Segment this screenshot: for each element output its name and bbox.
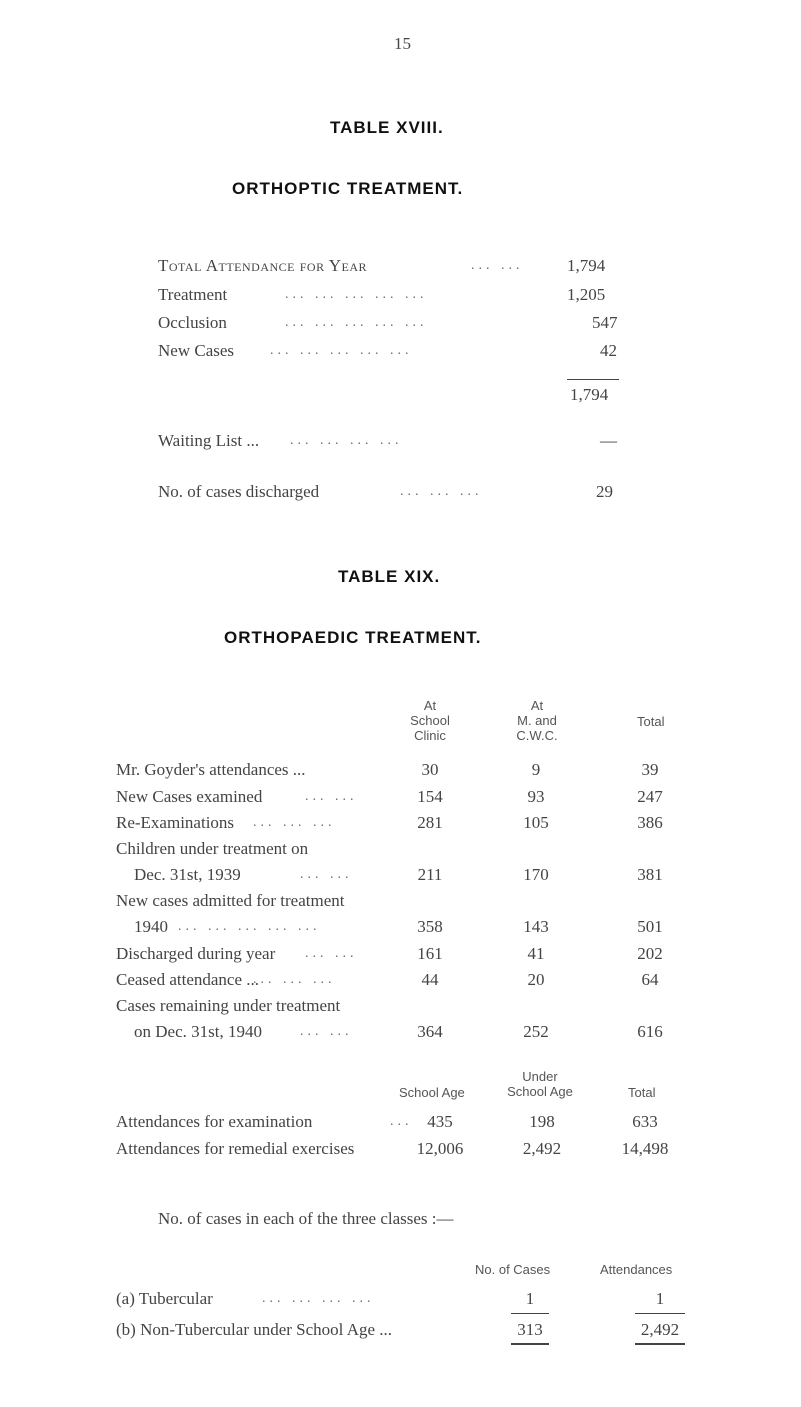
leader-dots: ... ... ... ... ...	[285, 287, 428, 302]
row-label-cont: Dec. 31st, 1939	[134, 865, 241, 884]
leader-dots: ... ... ... ... ...	[178, 919, 321, 934]
leader-dots: ... ... ...	[400, 484, 483, 499]
row-label: Cases remaining under treatment	[116, 996, 341, 1015]
page-number: 15	[394, 34, 411, 53]
leader-dots: ... ... ... ...	[290, 433, 403, 448]
cell-school: 211	[417, 865, 443, 884]
cell-total: 616	[637, 1022, 663, 1041]
classes-intro: No. of cases in each of the three classes :—	[158, 1209, 454, 1228]
row-label: New cases admitted for treatment	[116, 891, 345, 910]
waiting-list-label: Waiting List ...	[158, 431, 260, 450]
att-cell-total: 633	[632, 1112, 658, 1131]
col-header-att-total: Total	[628, 1085, 656, 1100]
table-18-subtitle: ORTHOPTIC TREATMENT.	[232, 179, 464, 198]
col-header-under-school-age: Under School Age	[507, 1069, 573, 1099]
row-label: Discharged during year	[116, 944, 276, 963]
cell-mcwc: 93	[527, 787, 545, 806]
cell-school: 281	[417, 813, 443, 832]
cell-school: 154	[417, 787, 443, 806]
occlusion-label: Occlusion	[158, 313, 227, 332]
row-label-cont: 1940	[134, 917, 168, 936]
cell-school: 364	[417, 1022, 443, 1041]
cell-mcwc: 252	[523, 1022, 549, 1041]
row-label: Re-Examinations	[116, 813, 235, 832]
leader-dots: ... ...	[471, 258, 524, 273]
col-header-total: Total	[637, 714, 665, 729]
total-rule	[635, 1343, 685, 1345]
cell-total: 202	[637, 944, 663, 963]
leader-dots: ... ...	[300, 1024, 353, 1039]
att-row-label: Attendances for examination	[116, 1112, 313, 1131]
col-header-no-of-cases: No. of Cases	[475, 1262, 551, 1277]
new-cases-label: New Cases	[158, 341, 235, 360]
treatment-value: 1,205	[567, 285, 606, 304]
class-row-label: (b) Non-Tubercular under School Age ...	[116, 1320, 393, 1339]
att-row-label: Attendances for remedial exercises	[116, 1139, 355, 1158]
col-header-mcwc: At M. and C.W.C.	[516, 698, 558, 743]
treatment-label: Treatment	[158, 285, 228, 304]
discharged-value: 29	[596, 482, 613, 501]
table-19-subtitle: ORTHOPAEDIC TREATMENT.	[224, 628, 482, 647]
sum-rule	[635, 1313, 685, 1314]
table-18-title: TABLE XVIII.	[330, 118, 444, 137]
cell-school: 161	[417, 944, 443, 963]
cell-total: 381	[637, 865, 663, 884]
att-cell-under: 198	[529, 1112, 555, 1131]
leader-dots: ... ... ... ... ...	[270, 343, 413, 358]
cell-mcwc: 143	[523, 917, 549, 936]
cell-school: 44	[421, 970, 439, 989]
class-row-label: (a) Tubercular	[116, 1289, 213, 1308]
cell-total: 247	[637, 787, 663, 806]
att-cell-school: 12,006	[416, 1139, 464, 1158]
row-label: Ceased attendance ...	[116, 970, 260, 989]
row-label-cont: on Dec. 31st, 1940	[134, 1022, 262, 1041]
leader-dots: ... ... ... ... ...	[285, 315, 428, 330]
total-attendance-value: 1,794	[567, 256, 606, 275]
total-attendance-label: Total Attendance for Year	[158, 256, 367, 275]
class-cell-cases: 1	[525, 1289, 535, 1308]
sum-value: 1,794	[570, 385, 609, 404]
leader-dots: ... ...	[305, 789, 358, 804]
cell-mcwc: 41	[527, 944, 545, 963]
cell-total: 39	[641, 760, 659, 779]
col-header-school-clinic: At School Clinic	[410, 698, 450, 743]
leader-dots: ... ... ...	[253, 972, 336, 987]
cell-total: 501	[637, 917, 663, 936]
cell-mcwc: 9	[531, 760, 541, 779]
discharged-label: No. of cases discharged	[158, 482, 320, 501]
leader-dots: ... ... ...	[253, 815, 336, 830]
row-label: Mr. Goyder's attendances ...	[116, 760, 306, 779]
att-cell-total: 14,498	[621, 1139, 669, 1158]
cell-school: 30	[421, 760, 439, 779]
cell-mcwc: 170	[523, 865, 549, 884]
cell-total: 64	[641, 970, 659, 989]
total-rule	[511, 1343, 549, 1345]
col-header-school-age: School Age	[399, 1085, 465, 1100]
col-header-attendances: Attendances	[600, 1262, 673, 1277]
cell-total: 386	[637, 813, 663, 832]
cell-mcwc: 105	[523, 813, 549, 832]
new-cases-value: 42	[600, 341, 617, 360]
att-cell-school: 435	[427, 1112, 453, 1131]
leader-dots: ... ... ... ...	[262, 1291, 375, 1306]
sum-rule	[567, 379, 619, 380]
sum-rule	[511, 1313, 549, 1314]
cell-school: 358	[417, 917, 443, 936]
leader-dots: ... ...	[305, 946, 358, 961]
waiting-list-value: —	[600, 431, 617, 450]
cell-mcwc: 20	[527, 970, 545, 989]
leader-dots: ... ...	[300, 867, 353, 882]
leader-dots: ...	[390, 1114, 413, 1129]
row-label: New Cases examined	[116, 787, 263, 806]
row-label: Children under treatment on	[116, 839, 309, 858]
att-cell-under: 2,492	[522, 1139, 562, 1158]
class-cell-attendances: 1	[655, 1289, 665, 1308]
occlusion-value: 547	[592, 313, 618, 332]
class-cell-cases: 313	[517, 1320, 543, 1339]
class-cell-attendances: 2,492	[640, 1320, 680, 1339]
table-19-title: TABLE XIX.	[338, 567, 441, 586]
